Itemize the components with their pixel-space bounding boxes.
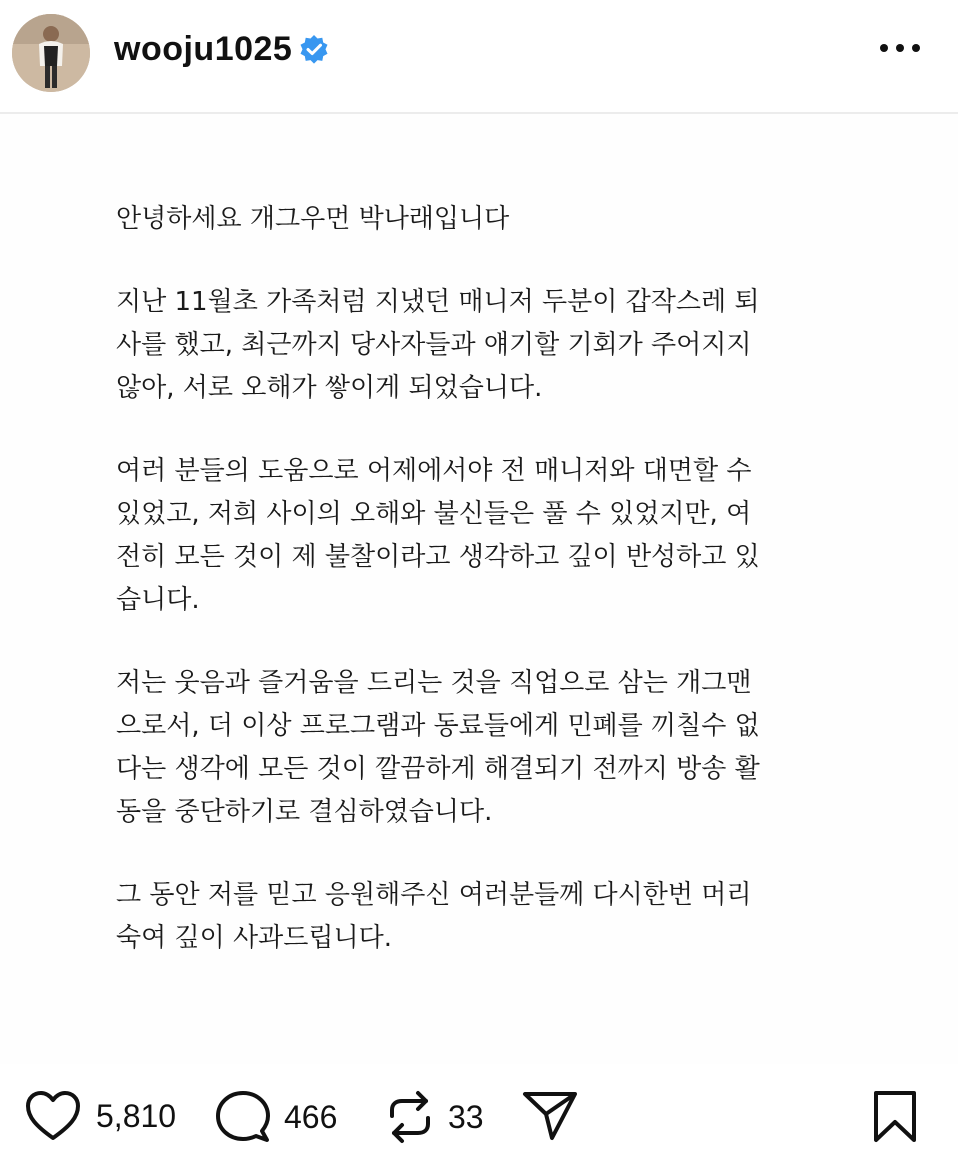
repost-icon: [386, 1090, 434, 1144]
text-line: 숙여 깊이 사과드립니다.: [116, 923, 392, 953]
text-line: 전히 모든 것이 제 불찰이라고 생각하고 깊이 반성하고 있: [116, 542, 760, 572]
action-bar: [0, 1070, 958, 1168]
post-image[interactable]: [0, 114, 958, 1064]
bookmark-button[interactable]: [872, 1090, 918, 1144]
verified-badge-icon: [298, 34, 330, 66]
paragraph: [116, 662, 836, 834]
text-line: 않아, 서로 오해가 쌓이게 되었습니다.: [116, 373, 543, 403]
text-line: 으로서, 더 이상 프로그램과 동료들에게 민폐를 끼칠수 없: [116, 711, 760, 741]
paragraph: [116, 874, 836, 960]
comment-button[interactable]: [216, 1090, 337, 1144]
heart-icon: [24, 1090, 82, 1142]
text-line: 여러 분들의 도움으로 어제에서야 전 매니저와 대면할 수: [116, 456, 752, 486]
paragraph: [116, 450, 836, 622]
repost-button[interactable]: [386, 1090, 484, 1144]
post-header: [0, 0, 958, 110]
text-line: 지난 11월초 가족처럼 지냈던 매니저 두분이 갑작스레 퇴: [116, 287, 760, 317]
text-line: 안녕하세요 개그우먼 박나래입니다: [116, 204, 510, 234]
comment-icon: [216, 1090, 270, 1144]
like-button[interactable]: [24, 1090, 176, 1142]
text-line: 습니다.: [116, 585, 200, 615]
comment-count: 466: [284, 1098, 338, 1135]
paragraph: [116, 198, 836, 241]
paragraph: [116, 281, 836, 410]
share-button[interactable]: [522, 1090, 578, 1142]
repost-count: 33: [448, 1098, 484, 1135]
more-horizontal-icon[interactable]: [878, 40, 922, 56]
share-icon: [522, 1090, 578, 1142]
statement-text: [116, 198, 836, 1000]
text-line: 다는 생각에 모든 것이 깔끔하게 해결되기 전까지 방송 활: [116, 754, 760, 784]
text-line: 그 동안 저를 믿고 응원해주신 여러분들께 다시한번 머리: [116, 880, 752, 910]
text-line: 있었고, 저희 사이의 오해와 불신들은 풀 수 있었지만, 여: [116, 499, 752, 529]
text-line: 사를 했고, 최근까지 당사자들과 얘기할 기회가 주어지지: [116, 330, 752, 360]
text-line: 저는 웃음과 즐거움을 드리는 것을 직업으로 삼는 개그맨: [116, 668, 752, 698]
avatar[interactable]: [12, 14, 90, 92]
like-count: 5,810: [96, 1097, 177, 1134]
text-line: 동을 중단하기로 결심하였습니다.: [116, 797, 493, 827]
username[interactable]: wooju1025: [114, 30, 293, 68]
bookmark-icon: [872, 1090, 918, 1144]
